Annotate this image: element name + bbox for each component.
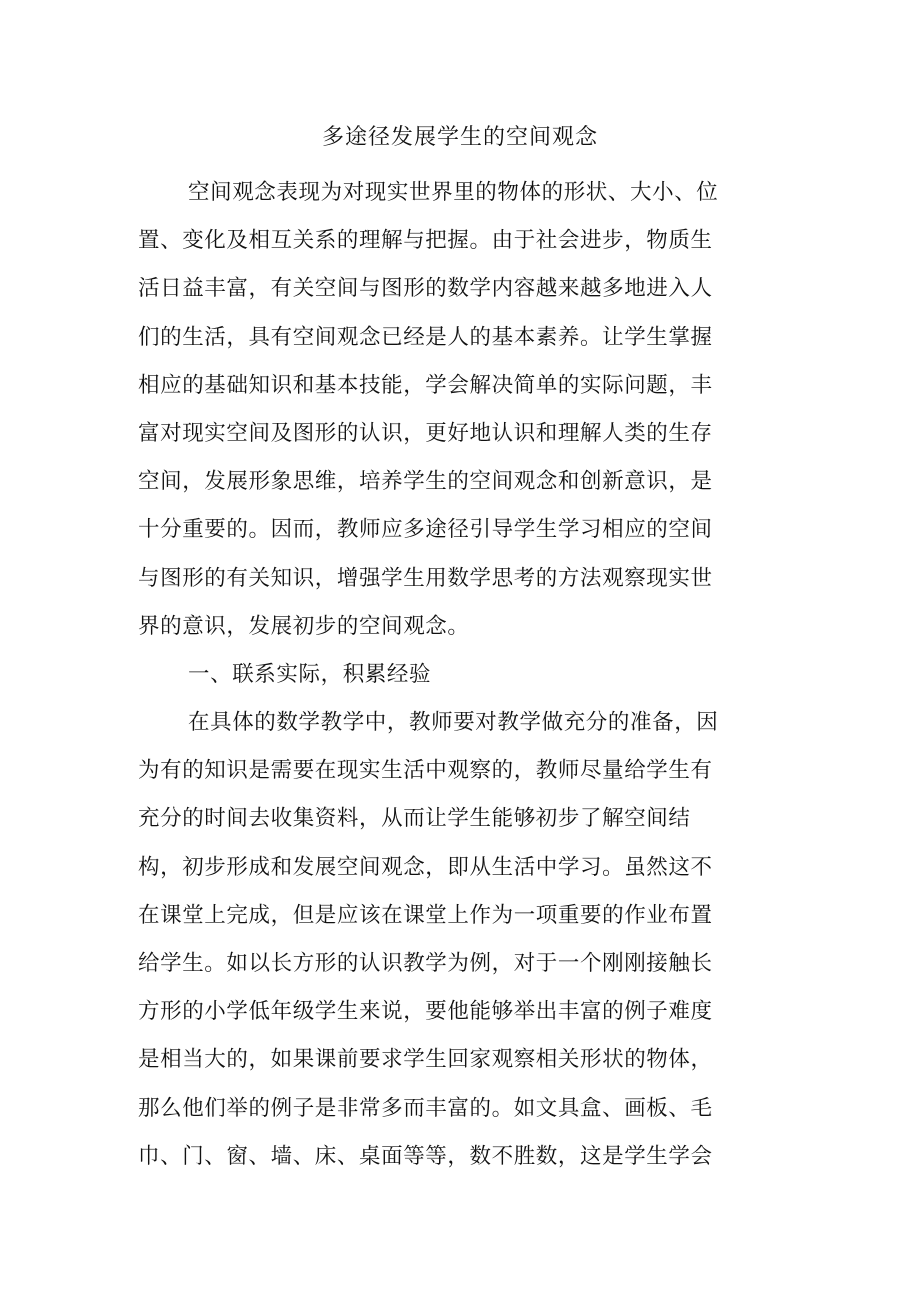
paragraph-line: 巾、门、窗、墙、床、桌面等等，数不胜数，这是学生学会 bbox=[138, 1143, 713, 1169]
paragraph-line: 那么他们举的例子是非常多而丰富的。如文具盒、画板、毛 bbox=[138, 1095, 713, 1121]
paragraph-line: 方形的小学低年级学生来说，要他能够举出丰富的例子难度 bbox=[138, 999, 713, 1025]
paragraph-line: 富对现实空间及图形的认识，更好地认识和理解人类的生存 bbox=[138, 420, 713, 446]
paragraph-line: 空间观念表现为对现实世界里的物体的形状、大小、位 bbox=[188, 180, 719, 205]
paragraph-line: 构，初步形成和发展空间观念，即从生活中学习。虽然这不 bbox=[138, 854, 713, 880]
document-body bbox=[138, 169, 748, 1181]
paragraph-line: 是相当大的，如果课前要求学生回家观察相关形状的物体， bbox=[138, 1047, 713, 1073]
paragraph-line: 界的意识，发展初步的空间观念。 bbox=[138, 613, 470, 639]
page-title: 多途径发展学生的空间观念 bbox=[321, 125, 598, 150]
paragraph-line: 给学生。如以长方形的认识教学为例，对于一个刚刚接触长 bbox=[138, 951, 713, 976]
paragraph-line: 在课堂上完成，但是应该在课堂上作为一项重要的作业布置 bbox=[138, 902, 713, 928]
paragraph-line: 与图形的有关知识，增强学生用数学思考的方法观察现实世 bbox=[138, 565, 713, 591]
paragraph-line: 十分重要的。因而，教师应多途径引导学生学习相应的空间 bbox=[138, 517, 713, 543]
paragraph-line: 活日益丰富，有关空间与图形的数学内容越来越多地进入人 bbox=[138, 276, 713, 302]
paragraph-line: 置、变化及相互关系的理解与把握。由于社会进步，物质生 bbox=[138, 228, 713, 254]
paragraph-line: 空间，发展形象思维，培养学生的空间观念和创新意识，是 bbox=[138, 469, 713, 495]
paragraph-line: 为有的知识是需要在现实生活中观察的，教师尽量给学生有 bbox=[138, 758, 713, 784]
paragraph-line: 相应的基础知识和基本技能，学会解决简单的实际问题，丰 bbox=[138, 372, 713, 398]
paragraph-line: 们的生活，具有空间观念已经是人的基本素养。让学生掌握 bbox=[138, 324, 713, 350]
section-heading: 一、联系实际，积累经验 bbox=[188, 661, 432, 687]
paragraph-line: 在具体的数学教学中，教师要对教学做充分的准备，因 bbox=[188, 710, 719, 736]
paragraph-line: 充分的时间去收集资料，从而让学生能够初步了解空间结 bbox=[138, 806, 691, 832]
